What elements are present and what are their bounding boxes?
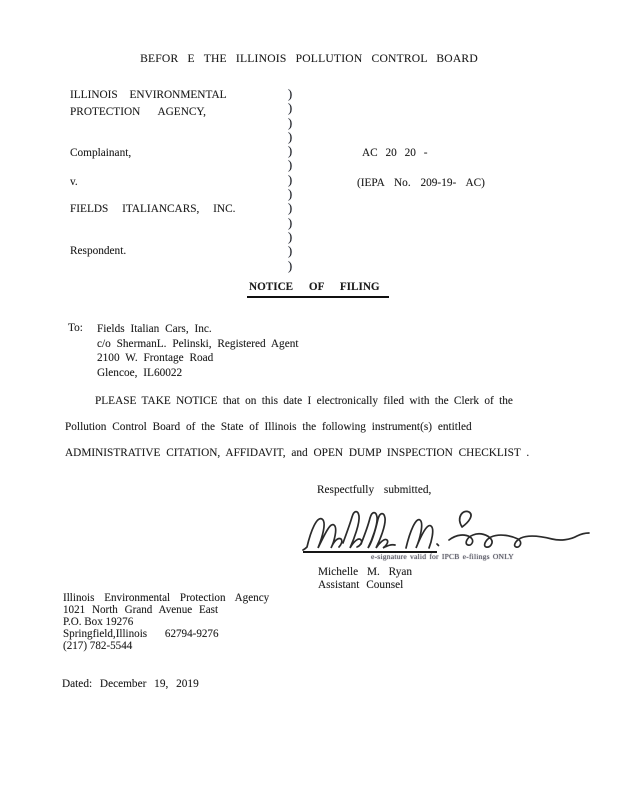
paren-mark: ): [288, 115, 293, 130]
notice-body-line1: PLEASE TAKE NOTICE that on this date I electronically filed with the Clerk of the: [95, 395, 513, 407]
paren-mark: ): [288, 87, 293, 101]
recipient-line: Fields Italian Cars, Inc.: [97, 323, 212, 335]
esignature-validity-note: e-signature valid for IPCB e-filings ONLY: [371, 552, 514, 561]
paren-mark: ): [288, 158, 293, 173]
handwritten-signature: [302, 506, 594, 556]
recipient-line: c/o ShermanL. Pelinski, Registered Agent: [97, 337, 299, 350]
paren-mark: ): [288, 129, 293, 144]
document-title: BEFOR E THE ILLINOIS POLLUTION CONTROL BOARD: [140, 52, 478, 65]
notice-body-line3: ADMINISTRATIVE CITATION, AFFIDAVIT, and OPEN DUMP INSPECTION CHECKLIST .: [65, 447, 530, 459]
respondent-name: FIELDS ITALIANCARS, INC.: [70, 203, 236, 215]
paren-mark: ): [288, 187, 293, 202]
agency-address-block: [63, 592, 269, 652]
paren-mark: ): [288, 215, 293, 230]
agency-phone: (217) 782-5544: [63, 640, 133, 653]
versus-label: v.: [70, 176, 78, 188]
paren-mark: ): [288, 201, 293, 216]
paren-mark: ): [288, 244, 293, 259]
agency-city-zip: Springfield,Illinois 62794-9276: [63, 628, 219, 641]
caption-paren-divider: [288, 87, 292, 273]
to-label: To:: [68, 322, 83, 334]
agency-street: 1021 North Grand Avenue East: [63, 604, 219, 617]
plaintiff-name-line1: ILLINOIS ENVIRONMENTAL: [70, 89, 227, 101]
recipient-line: 2100 W. Frontage Road: [97, 352, 214, 365]
plaintiff-name-line2: PROTECTION AGENCY,: [70, 106, 206, 118]
respondent-label: Respondent.: [70, 245, 127, 257]
agency-po-box: P.O. Box 19276: [63, 616, 134, 629]
paren-mark: ): [288, 258, 293, 273]
agency-name: Illinois Environmental Protection Agency: [63, 592, 270, 604]
signer-name: Michelle M. Ryan: [318, 566, 413, 578]
paren-mark: ): [288, 144, 293, 159]
paren-mark: ): [288, 229, 293, 244]
paren-mark: ): [288, 101, 293, 116]
recipient-line: Glencoe, IL60022: [97, 366, 183, 379]
notice-of-filing-heading: NOTICE OF FILING: [247, 281, 389, 298]
respectfully-submitted-line: Respectfully submitted,: [317, 484, 432, 496]
dated-line: Dated: December 19, 2019: [62, 678, 199, 690]
iepa-case-number: (IEPA No. 209-19- AC): [357, 177, 485, 189]
recipient-address-block: [97, 322, 299, 380]
signer-title: Assistant Counsel: [318, 579, 404, 591]
notice-body-line2: Pollution Control Board of the State of Illinois the following instrument(s) entitled: [65, 421, 472, 433]
complainant-label: Complainant,: [70, 147, 132, 159]
paren-mark: ): [288, 172, 293, 187]
docket-number: AC 20 20 -: [362, 147, 428, 159]
